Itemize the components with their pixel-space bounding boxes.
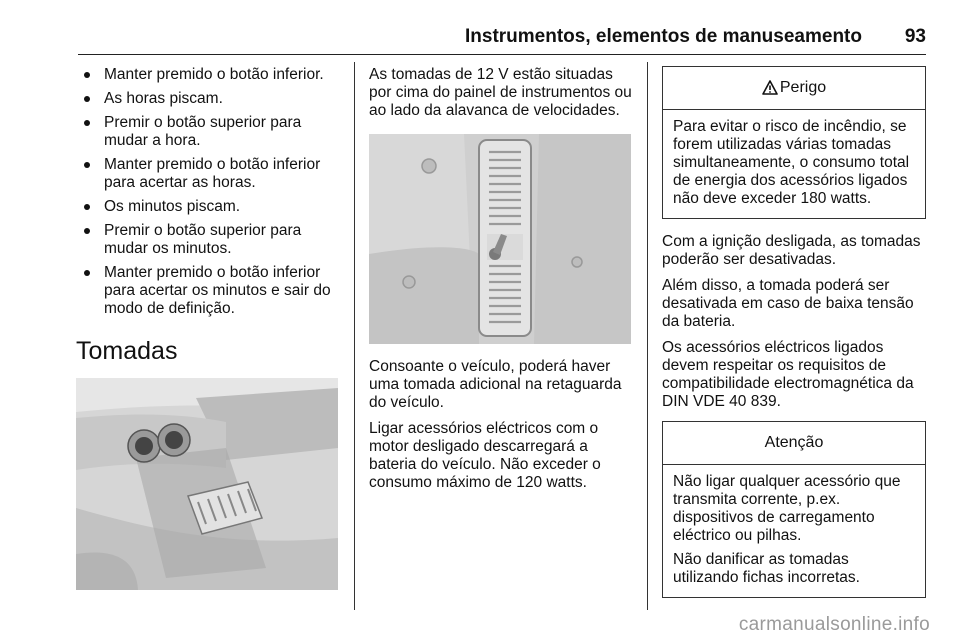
bullet-icon [84,96,90,102]
attention-notice-title: Atenção [663,422,925,465]
column-divider [354,62,355,610]
list-item: Premir o botão superior para mudar a hora. [76,114,342,150]
ignition-paragraph: Com a ignição desligada, as tomadas poderão ser desativadas. [662,233,921,268]
danger-title-text: Perigo [779,79,827,96]
danger-text: Para evitar o risco de incêndio, se forem utilizadas várias tomadas simultaneamente, o consumo total de energia dos acessórios ligados não deve exceder 180 watts. [673,118,910,207]
dashboard-socket-illustration [76,378,338,590]
attention-notice-body [663,465,925,597]
list-item: Os minutos piscam. [76,198,342,216]
bullet-icon [84,204,90,210]
column-divider [647,62,648,610]
rear-socket-drawing [369,134,631,344]
attention-notice [662,421,926,598]
page-number: 93 [904,26,926,47]
list-item: Manter premido o botão inferior. [76,66,342,84]
section-heading: Tomadas [76,337,178,365]
bullet-icon [84,72,90,78]
list-item: Premir o botão superior para mudar os minutos. [76,222,342,258]
page-header-title: Instrumentos, elementos de manuseamento [465,26,862,47]
column-middle [369,66,633,500]
danger-notice [662,66,926,219]
bullet-icon [84,162,90,168]
column-left [76,66,342,590]
rear-socket-illustration [369,134,631,344]
emc-paragraph: Os acessórios eléctricos ligados devem respeitar os requisitos de compatibilidade electromagnética da DIN VDE 40 839. [662,339,914,410]
list-item: Manter premido o botão inferior para acertar as horas. [76,156,342,192]
attention-text-1: Não ligar qualquer acessório que transmita corrente, p.ex. dispositivos de carregamento eléctrico ou pilhas. [673,473,901,544]
warning-triangle-icon [762,80,778,95]
bullet-icon [84,228,90,234]
list-item: As horas piscam. [76,90,342,108]
column-right [662,66,926,612]
list-item: Manter premido o botão inferior para acertar os minutos e sair do modo de definição. [76,264,342,318]
danger-notice-title [663,67,925,110]
additional-socket-paragraph: Consoante o veículo, poderá haver uma tomada adicional na retaguarda do veículo. [369,358,622,411]
page-header [78,26,926,55]
bullet-icon [84,270,90,276]
attention-text-2: Não danificar as tomadas utilizando fichas incorretas. [673,551,860,586]
intro-paragraph: As tomadas de 12 V estão situadas por cima do painel de instrumentos ou ao lado da alavanca de velocidades. [369,66,632,119]
instruction-list [76,66,342,318]
danger-notice-body [663,110,925,218]
battery-warning-paragraph: Ligar acessórios eléctricos com o motor desligado descarregará a bateria do veículo. Não exceder o consumo máximo de 120 watts. [369,420,601,491]
watermark: carmanualsonline.info [738,614,930,635]
dashboard-socket-drawing [76,378,338,590]
low-voltage-paragraph: Além disso, a tomada poderá ser desativada em caso de baixa tensão da bateria. [662,277,914,330]
bullet-icon [84,120,90,126]
